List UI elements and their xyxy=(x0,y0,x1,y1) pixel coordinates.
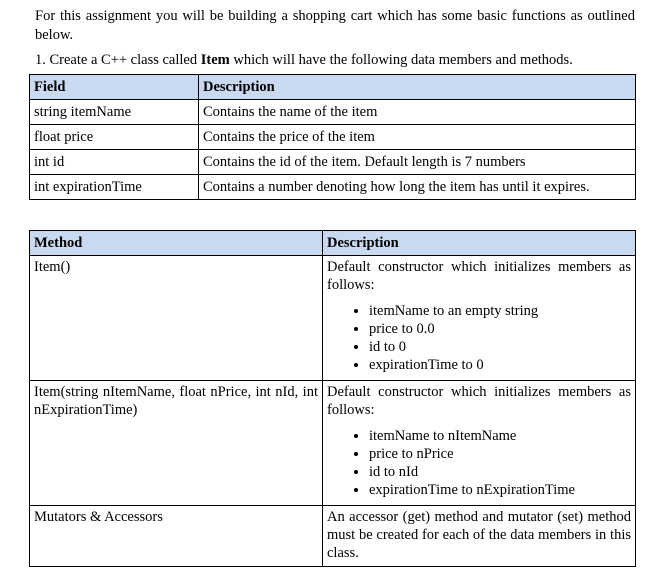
methods-header-row xyxy=(30,231,636,256)
description-cell: Contains a number denoting how long the item has until it expires. xyxy=(199,175,636,200)
class-name: Item xyxy=(200,52,230,68)
methods-table xyxy=(29,230,636,567)
method-cell: Item(string nItemName, float nPrice, int nId, int nExpirationTime) xyxy=(30,381,323,506)
table-row xyxy=(30,100,636,125)
description-cell: Contains the price of the item xyxy=(199,125,636,150)
step-1-suffix: which will have the following data members and methods. xyxy=(229,52,573,68)
field-cell: int expirationTime xyxy=(30,175,199,200)
method-header: Method xyxy=(30,231,323,256)
list-item: • price to 0.0 xyxy=(369,320,631,338)
fields-header-row xyxy=(30,75,636,100)
field-header: Field xyxy=(30,75,199,100)
intro-paragraph: For this assignment you will be building a shopping cart which has some basic functions as outlined below. xyxy=(35,8,635,43)
list-item: • itemName to an empty string xyxy=(369,302,631,320)
field-cell: int id xyxy=(30,150,199,175)
table-row xyxy=(30,150,636,175)
method-description-text: Default constructor which initializes members as follows: xyxy=(327,259,631,293)
method-description-cell: An accessor (get) method and mutator (set) method must be created for each of the data members in this class. xyxy=(323,506,636,567)
initialization-list xyxy=(327,427,631,499)
description-cell: Contains the id of the item. Default length is 7 numbers xyxy=(199,150,636,175)
list-item: • id to nId xyxy=(369,463,631,481)
field-cell: float price xyxy=(30,125,199,150)
step-1-prefix: 1. Create a C++ class called xyxy=(35,52,201,68)
list-item: • expirationTime to 0 xyxy=(369,356,631,374)
method-cell: Item() xyxy=(30,256,323,381)
method-description-cell xyxy=(323,256,636,381)
list-item: • expirationTime to nExpirationTime xyxy=(369,481,631,499)
list-item: • itemName to nItemName xyxy=(369,427,631,445)
step-1-instruction xyxy=(35,51,635,70)
list-item: • price to nPrice xyxy=(369,445,631,463)
field-cell: string itemName xyxy=(30,100,199,125)
table-row xyxy=(30,506,636,567)
description-header: Description xyxy=(199,75,636,100)
method-description-header: Description xyxy=(323,231,636,256)
method-description-text: Default constructor which initializes members as follows: xyxy=(327,384,631,418)
method-description-cell xyxy=(323,381,636,506)
initialization-list xyxy=(327,302,631,374)
table-row xyxy=(30,256,636,381)
table-row xyxy=(30,125,636,150)
list-item: • id to 0 xyxy=(369,338,631,356)
description-cell: Contains the name of the item xyxy=(199,100,636,125)
fields-table xyxy=(29,74,636,200)
method-cell: Mutators & Accessors xyxy=(30,506,323,567)
table-row xyxy=(30,175,636,200)
table-row xyxy=(30,381,636,506)
